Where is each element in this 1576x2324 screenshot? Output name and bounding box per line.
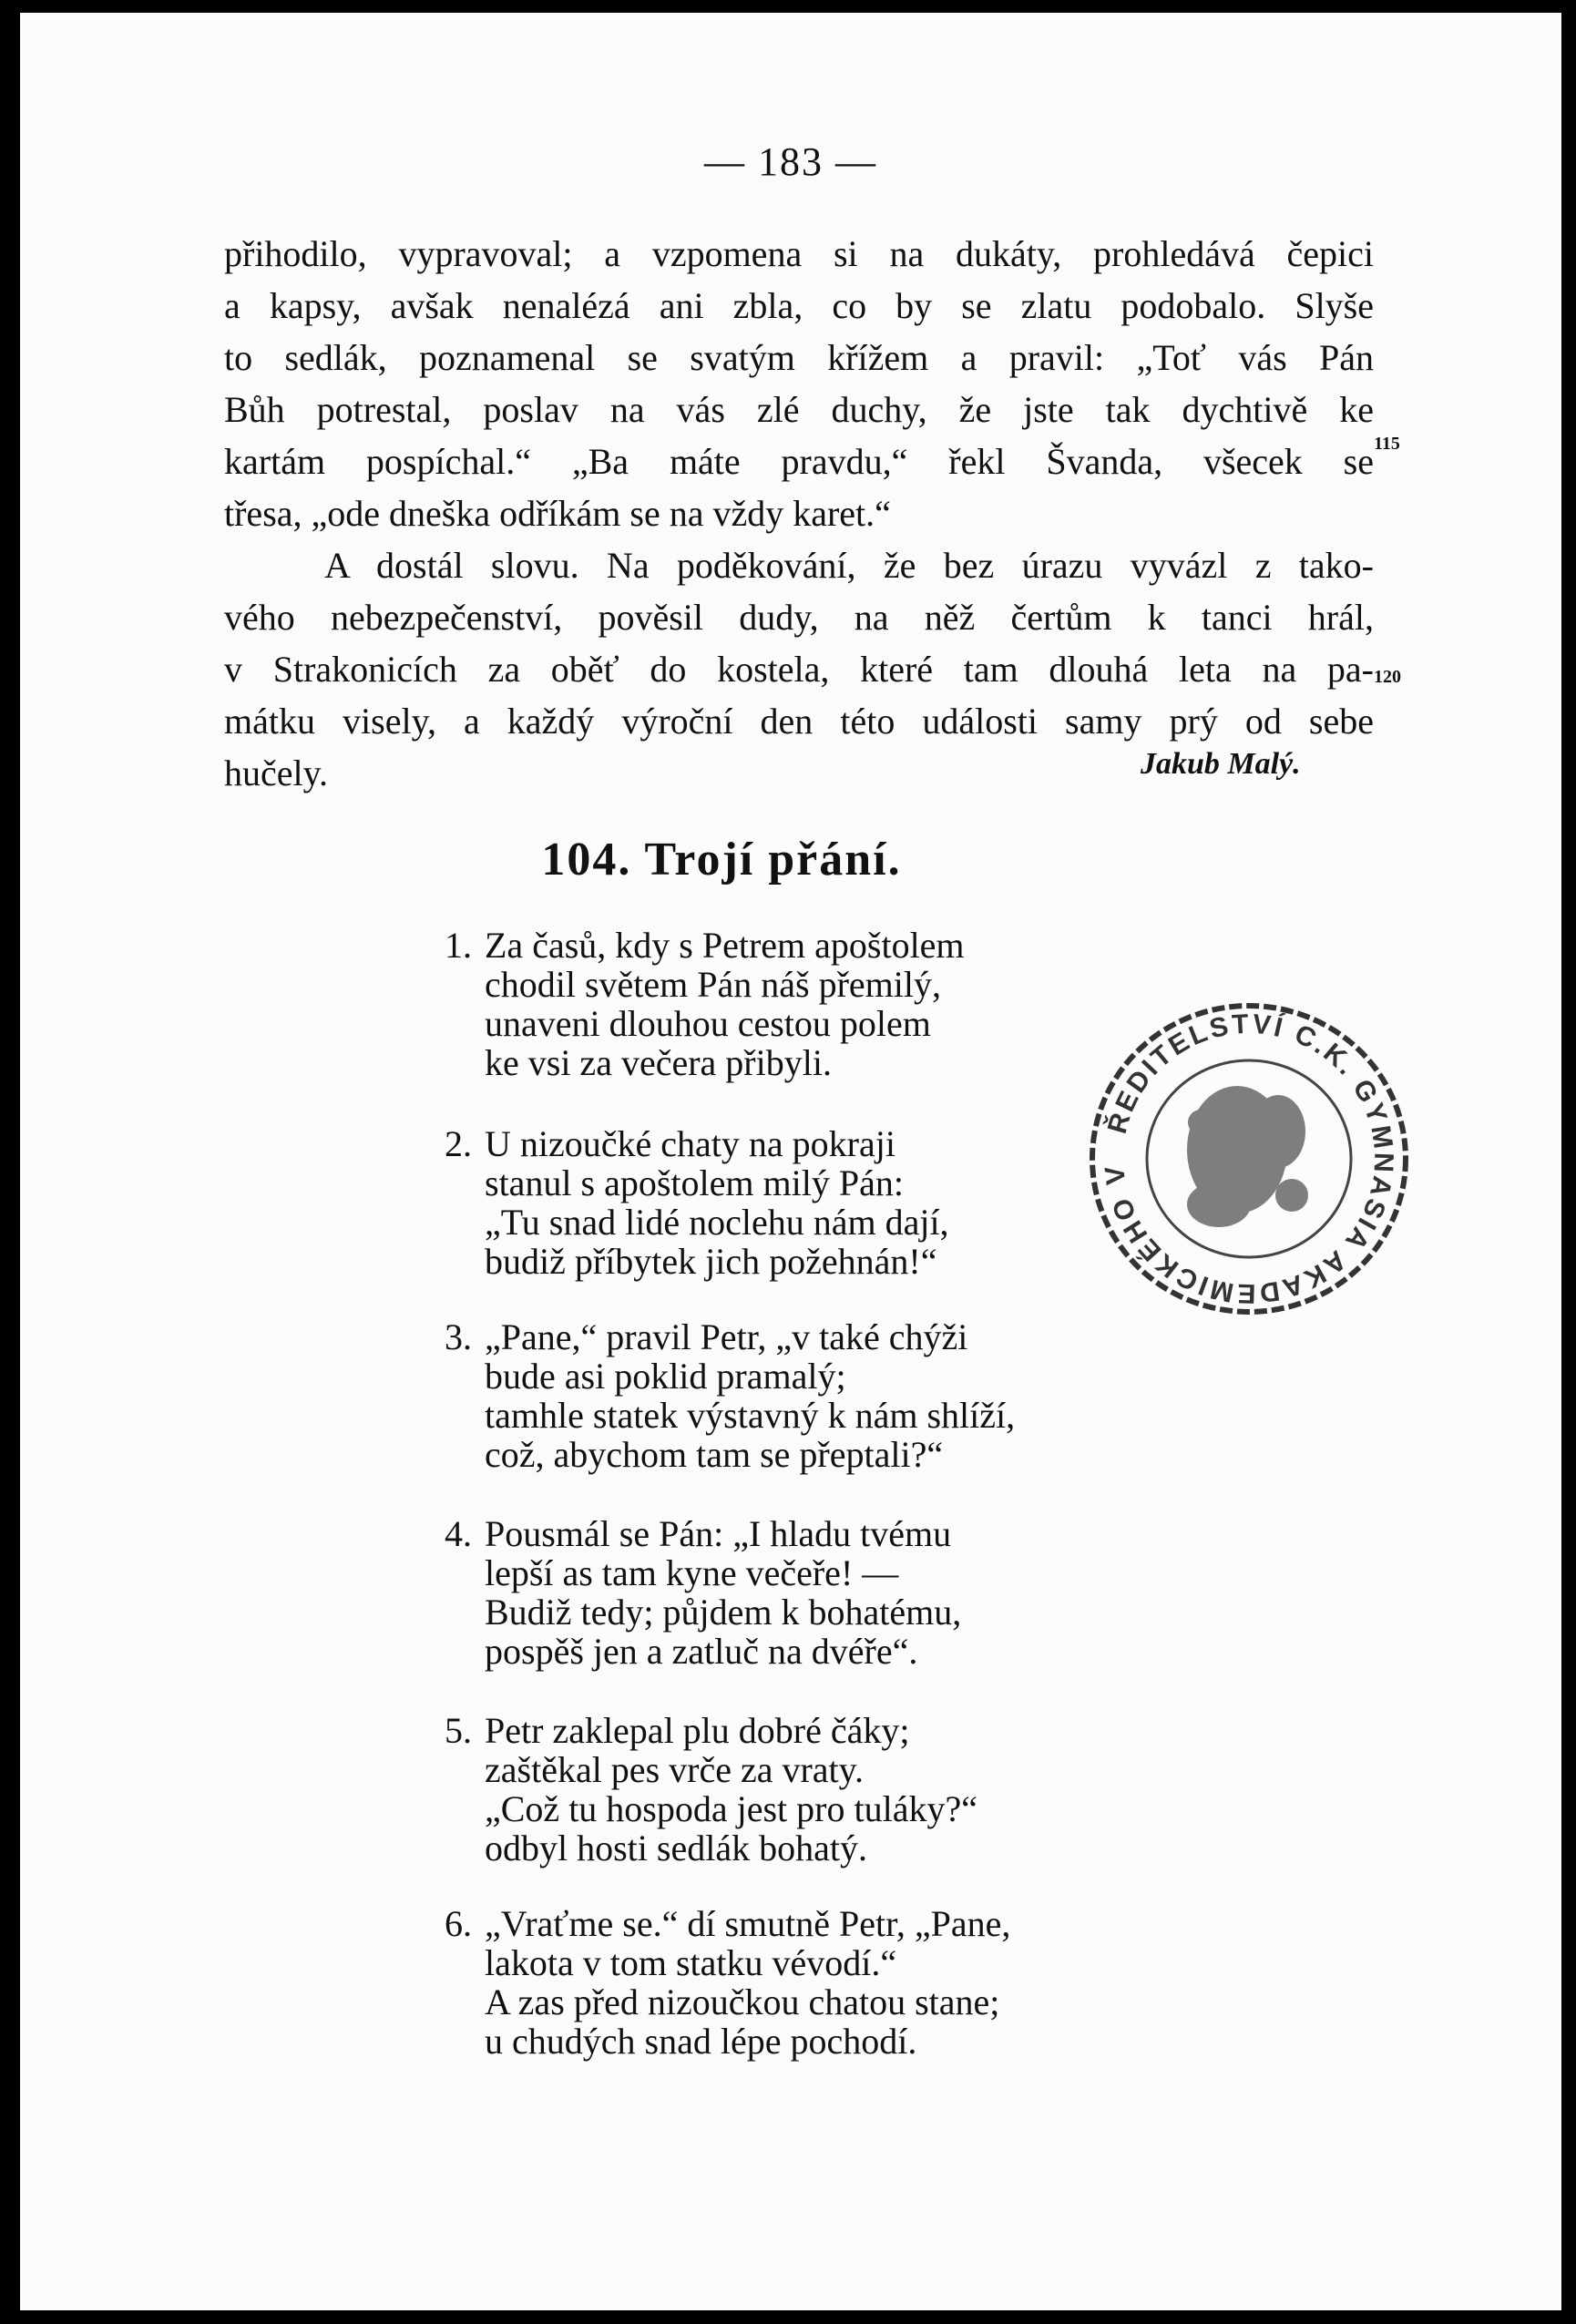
prose-line: a kapsy, avšak nenalézá ani zbla, co by se zlatu podobalo. Slyše (224, 285, 1374, 326)
stanza-number: 6. (445, 1903, 472, 1944)
verse-line: zaštěkal pes vrče za vraty. (485, 1749, 865, 1790)
page-spine-shadow (0, 0, 20, 2324)
verse-line: U nizoučké chaty na pokraji (485, 1123, 895, 1164)
stanza-number: 4. (445, 1513, 472, 1554)
verse-line: Petr zaklepal plu dobré čáky; (485, 1710, 910, 1751)
verse-line: bude asi poklid pramalý; (485, 1356, 846, 1397)
prose-line: v Strakonicích za oběť do kostela, které tam dlouhá leta na pa- (224, 649, 1374, 690)
verse-line: tamhle statek výstavný k nám shlíží, (485, 1395, 1016, 1436)
verse-line: pospěš jen a zatluč na dvéře“. (485, 1631, 918, 1672)
verse-line: u chudých snad lépe pochodí. (485, 2021, 917, 2062)
verse-line: unaveni dlouhou cestou polem (485, 1003, 931, 1044)
author-signature: Jakub Malý. (1141, 747, 1301, 781)
verse-line: „Tu snad lidé noclehu nám dají, (485, 1202, 949, 1243)
stanza (412, 1317, 1015, 1474)
verse-line: stanul s apoštolem milý Pán: (485, 1162, 904, 1203)
verse-line: odbyl hosti sedlák bohatý. (485, 1827, 867, 1868)
verse-line: A zas před nizoučkou chatou stane; (485, 1981, 1000, 2022)
prose-line: kartám pospíchal.“ „Ba máte pravdu,“ řekl Švanda, všecek se (224, 441, 1374, 482)
stanza-number: 1. (445, 925, 472, 966)
verse-line: Budiž tedy; půjdem k bohatému, (485, 1592, 962, 1633)
stanza (412, 1514, 961, 1671)
stamp-text: ŘEDITELSTVÍ C.K. GYMNASIA AKADEMICKÉHO V (1099, 1008, 1399, 1309)
stanza (412, 1711, 977, 1868)
verse-line: lakota v tom statku vévodí.“ (485, 1942, 897, 1983)
margin-line-number: 115 (1374, 434, 1400, 454)
stanza-number: 2. (445, 1123, 472, 1164)
verse-line: „Pane,“ pravil Petr, „v také chýži (485, 1316, 968, 1357)
prose-line: A dostál slovu. Na poděkování, že bez úrazu vyvázl z tako- (324, 545, 1374, 586)
stanza-number: 3. (445, 1316, 472, 1357)
verse-line: ke vsi za večera přibyli. (485, 1042, 832, 1083)
poem-title: 104. Trojí přání. (541, 834, 902, 886)
library-stamp (1082, 995, 1416, 1323)
verse-line: „Vraťme se.“ dí smutně Petr, „Pane, (485, 1903, 1011, 1944)
verse-line: budiž příbytek jich požehnán!“ (485, 1241, 937, 1282)
verse-line: „Což tu hospoda jest pro tuláky?“ (485, 1788, 977, 1829)
prose-block (224, 228, 1374, 799)
prose-line: přihodilo, vypravoval; a vzpomena si na dukáty, prohledává čepici (224, 233, 1374, 274)
verse-line: Za časů, kdy s Petrem apoštolem (485, 925, 965, 966)
verse-line: lepší as tam kyne večeře! — (485, 1552, 899, 1593)
verse-line: chodil světem Pán náš přemilý, (485, 964, 942, 1005)
prose-line: Bůh potrestal, poslav na vás zlé duchy, že jste tak dychtivě ke (224, 389, 1374, 430)
verse-line: Pousmál se Pán: „I hladu tvému (485, 1513, 952, 1554)
prose-line: mátku visely, a každý výroční den této události samy prý od sebe (224, 701, 1374, 742)
page-number: — 183 — (704, 139, 877, 184)
stanza (412, 1904, 1010, 2061)
prose-line: vého nebezpečenství, pověsil dudy, na něž čertům k tanci hrál, (224, 597, 1374, 638)
stanza (412, 926, 965, 1082)
verse-line: což, abychom tam se přeptali?“ (485, 1434, 944, 1475)
stanza-number: 5. (445, 1710, 472, 1751)
prose-line: to sedlák, poznamenal se svatým křížem a pravil: „Toť vás Pán (224, 337, 1374, 378)
margin-line-number: 120 (1374, 667, 1401, 687)
prose-line: hučely. (224, 752, 329, 793)
prose-line: třesa, „ode dneška odříkám se na vždy karet.“ (224, 493, 891, 534)
book-page (20, 13, 1561, 2310)
stamp-seal-icon (1082, 995, 1416, 1323)
stanza (412, 1124, 949, 1281)
